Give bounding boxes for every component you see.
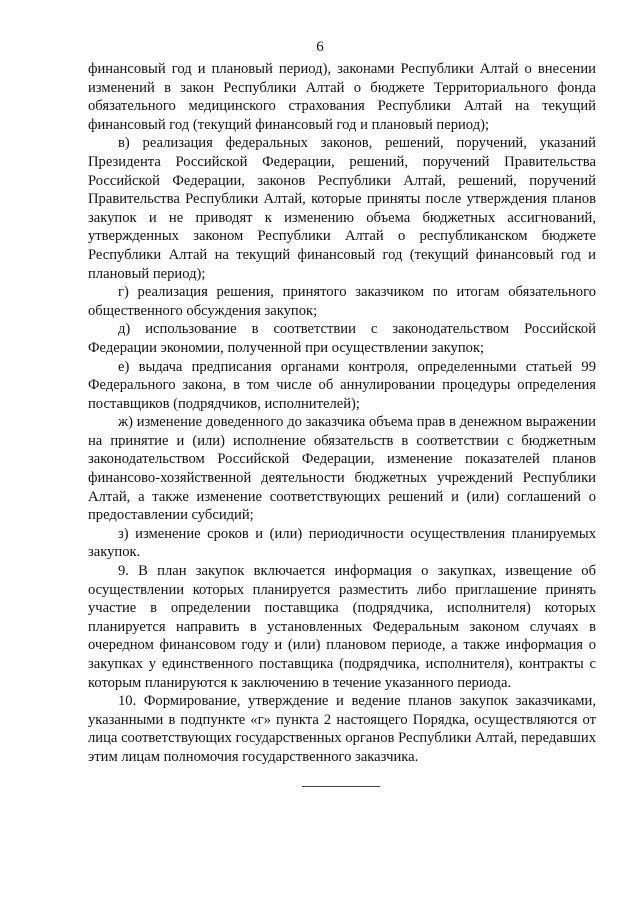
paragraph-item-v: в) реализация федеральных законов, решений, поручений, указаний Президента Российской Федерации, решений, поручений Правительства Российской Федерации, законов Республики Алтай, решений, поручений Правительства Республики Алтай, которые приняты после утверждения планов закупок и не приводят к изменению объема бюджетных ассигнований, утвержденных законом Республики Алтай о республиканском бюджете Республики Алтай на текущий финансовый год (текущий финансовый год и плановый период); (88, 135, 596, 282)
end-of-document-rule (302, 786, 380, 787)
paragraph-section-10: 10. Формирование, утверждение и ведение планов закупок заказчиками, указанными в подпункте «г» пункта 2 настоящего Порядка, осуществляются от лица соответствующих государственных органов Республики Алтай, передавших этим лицам полномочия государственного заказчика. (88, 693, 596, 765)
paragraph-item-d: д) использование в соответствии с законодательством Российской Федерации экономии, полученной при осуществлении закупок; (88, 321, 596, 356)
paragraph-item-z: з) изменение сроков и (или) периодичности осуществления планируемых закупок. (88, 525, 596, 561)
paragraph-item-zh: ж) изменение доведенного до заказчика объема прав в денежном выражении на принятие и (или) исполнение обязательств в соответствии с бюджетным законодательством Российской Федерации, изменение показателей планов финансово-хозяйственной деятельности бюджетных учреждений Республики Алтай, а также изменение соответствующих решений и (или) соглашений о предоставлении субсидий; (88, 414, 596, 524)
paragraph-section-9: 9. В план закупок включается информация о закупках, извещение об осуществлении которых планируется разместить либо приглашение принять участие в определении поставщика (подрядчика, исполнителя) которых планируется направить в установленных Федеральным законом случаях в очередном финансовом году и (или) плановом периоде, а также информация о закупках у единственного поставщика (подрядчика, исполнителя), контракты с которым планируются к заключению в течение указанного периода. (88, 563, 596, 691)
paragraph-continuation: финансовый год и плановый период), законами Республики Алтай о внесении изменений в закон Республики Алтай о бюджете Территориального фонда обязательного медицинского страхования Республики Алтай на текущий финансовый год (текущий финансовый год и плановый период); (88, 61, 596, 133)
paragraph-item-g: г) реализация решения, принятого заказчиком по итогам обязательного общественного обсуждения закупок; (88, 284, 596, 319)
document-body (88, 60, 596, 767)
paragraph-item-e: е) выдача предписания органами контроля, определенными статьей 99 Федерального закона, в том числе об аннулировании процедуры определения поставщиков (подрядчиков, исполнителей); (88, 358, 596, 412)
page-number: 6 (316, 39, 324, 55)
